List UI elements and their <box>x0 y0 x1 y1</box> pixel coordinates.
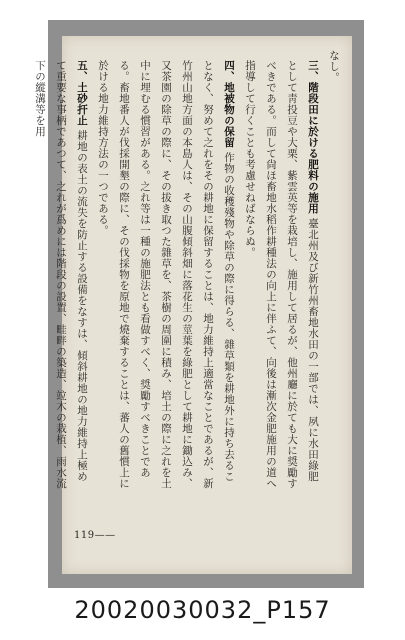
paragraph-4 <box>29 50 92 490</box>
section-heading-4: 四、地被物の保留 <box>223 60 235 148</box>
paragraph-2 <box>239 50 323 490</box>
image-caption: 20020030032_P157 <box>74 596 331 624</box>
paragraph-4-text: 耕地の表土の流失を防止する設備をなすは、傾斜耕地の地力維持上極めて重要な事柄であつて、之れが爲めには階段の設置、畦畔の築造、竝木の栽植、雨水流下の縱溝等を用 <box>34 60 88 489</box>
section-heading-5: 五、土砂扞止 <box>76 60 88 126</box>
paragraph-1-text: なし。 <box>328 50 340 83</box>
paragraph-1 <box>323 50 344 490</box>
paragraph-3 <box>92 50 239 490</box>
body-text <box>34 50 344 490</box>
page-number: 119—— <box>74 530 116 541</box>
section-heading-3: 三、階段田に於ける肥料の施用 <box>307 60 319 214</box>
paragraph-3-text: 作物の收穫殘物や除草の際に得らる、雜草類を耕地外に持ち去ることなく、努めて之れをその耕地に保留することは、地力維持上適當なことであるが、新竹州山地方面の本島人は、その山腹傾斜畑に落花生の莖葉を綠肥として耕地に鋤込み、又茶園の除草の際に、その拔き取つた雜草を、茶樹の周圍に積み、培土の際に之れを土中に埋むる慣習がある。之れ等は一種の施肥法とも看做すべく、奨勵すべきことである。畜地番人が伐採開墾の際に、その伐採物を原地で燒棄することは、蕃人の舊慣上に於ける地力維持方法の一つである。 <box>97 60 235 489</box>
paragraph-2-text: 臺北州及び新竹州畜地水田の一部では、夙に水田綠肥として靑投豆や大栗、紫雲英等を栽培し、施用して居るが、他州廳に於ても大に奨勵すべきである。而して尙ほ畜地水稻作耕種法の向上に伴ふて、向後は漸次金肥施用の道へ指導して行くことも考慮せねばならぬ。 <box>244 60 319 489</box>
